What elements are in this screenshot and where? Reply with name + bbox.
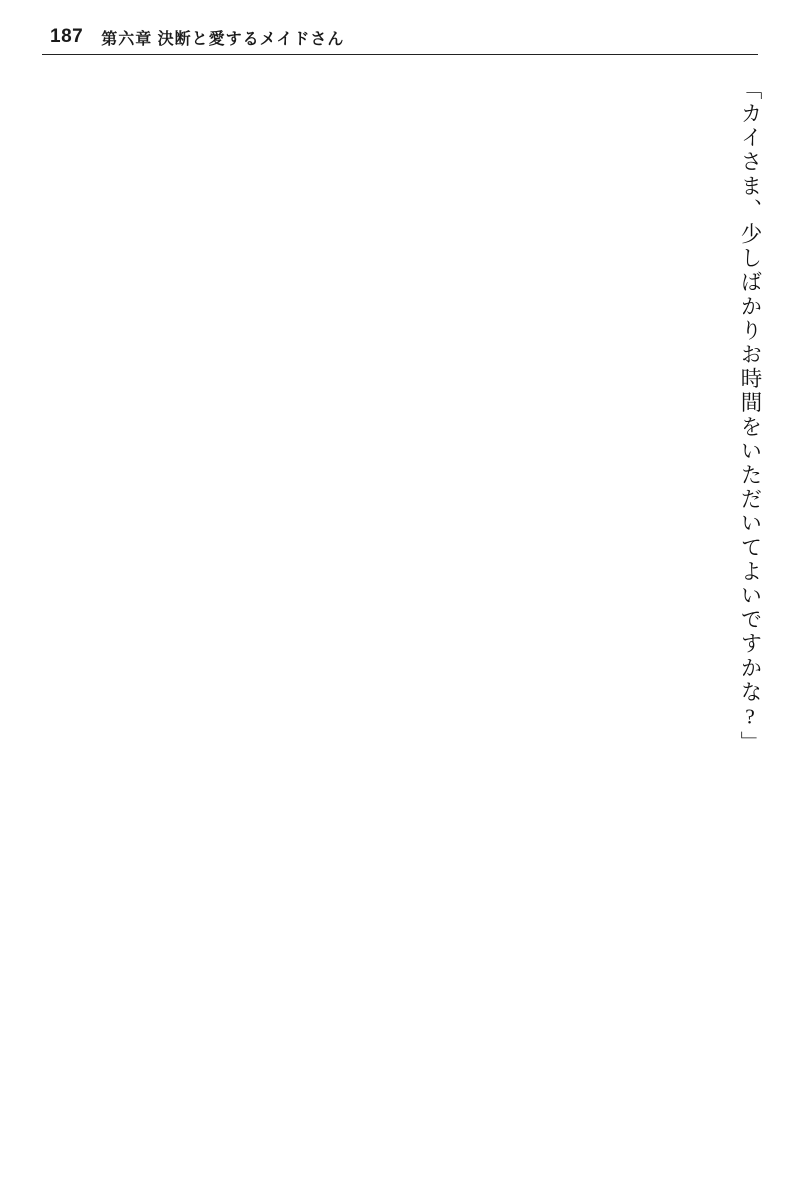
chapter-title: 第六章 決断と愛するメイドさん: [101, 30, 345, 48]
page-header: [50, 20, 750, 54]
text-line: 「カイさま、少しばかりお時間をいただいてよいですかな?」: [738, 78, 762, 756]
header-divider: [42, 54, 758, 55]
vertical-text-block: [28, 78, 770, 1164]
text-line: [730, 0, 771, 78]
page-number: 187: [50, 26, 84, 47]
body-text-area: [28, 78, 770, 1174]
